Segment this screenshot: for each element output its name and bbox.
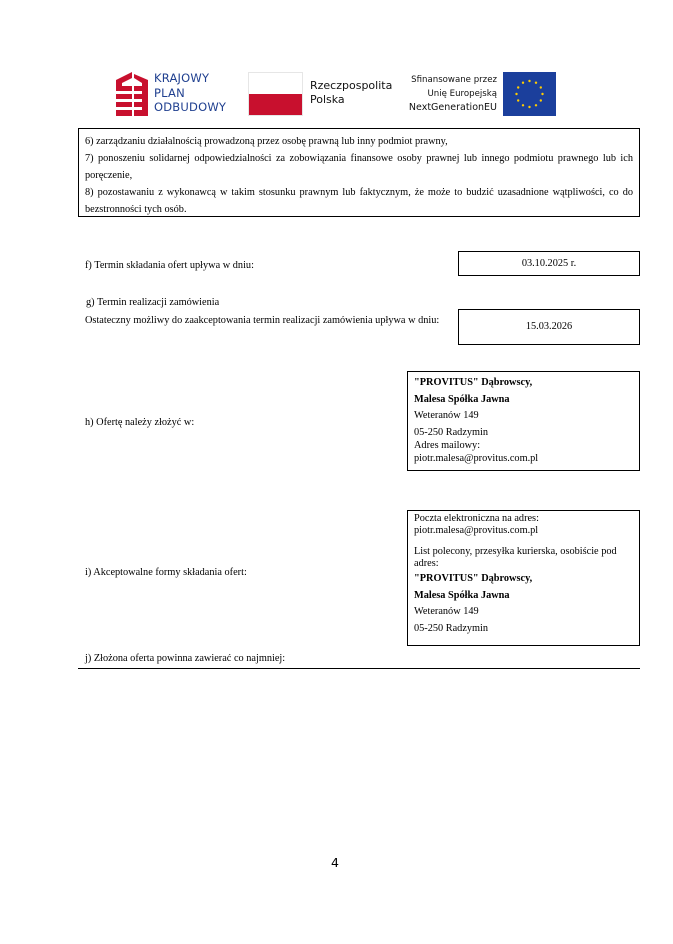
conflict-list-box xyxy=(78,128,640,217)
company-form: Malesa Spółka Jawna xyxy=(414,589,510,601)
city: 05-250 Radzymin xyxy=(414,426,489,438)
email-intro: Poczta elektroniczna na adres: xyxy=(414,513,539,524)
kpo-mark-icon xyxy=(116,72,148,116)
completion-deadline-value: 15.03.2026 xyxy=(458,309,640,345)
company-form: Malesa Spółka Jawna xyxy=(414,393,510,405)
eu-flag-icon xyxy=(503,72,556,116)
street: Weteranów 149 xyxy=(414,410,479,422)
offer-deadline-label: f) Termin składania ofert upływa w dniu: xyxy=(85,260,254,271)
list-item: 7) ponoszeniu solidarnej odpowiedzialności za zobowiązania finansowe osoby prawnej lub innego podmiotu prawnego lub ich poręczenie, xyxy=(85,153,633,181)
city: 05-250 Radzymin xyxy=(414,622,489,634)
submission-place-label: h) Ofertę należy złożyć w: xyxy=(85,417,195,428)
list-item: 6) zarządzaniu działalnością prowadzoną przez osobę prawną lub inny podmiot prawny, xyxy=(85,136,448,147)
page-number: 4 xyxy=(331,855,339,870)
divider xyxy=(78,668,640,669)
email-label: Adres mailowy: xyxy=(414,439,481,451)
completion-term-title: g) Termin realizacji zamówienia xyxy=(86,297,220,308)
offer-contents-label: j) Złożona oferta powinna zawierać co najmniej: xyxy=(85,653,286,664)
email-link[interactable]: piotr.malesa@provitus.com.pl xyxy=(414,453,539,465)
company-name: "PROVITUS" Dąbrowscy, xyxy=(414,573,533,584)
post-intro: List polecony, przesyłka kurierska, osobiście pod adres: xyxy=(414,546,617,569)
eu-logo-text: Sfinansowane przez Unię Europejską NextGenerationEU xyxy=(408,75,497,113)
kpo-logo-text: KRAJOWY PLAN ODBUDOWY xyxy=(154,71,227,114)
email-link[interactable]: piotr.malesa@provitus.com.pl xyxy=(414,524,539,536)
submission-forms-label: i) Akceptowalne formy składania ofert: xyxy=(85,567,247,578)
list-item: 8) pozostawaniu z wykonawcą w takim stosunku prawnym lub faktycznym, że może to budzić uzasadnione wątpliwości, co do bezstronności tych osób. xyxy=(85,187,633,215)
completion-deadline-label: Ostateczny możliwy do zaakceptowania termin realizacji zamówienia upływa w dniu: xyxy=(85,315,440,326)
street: Weteranów 149 xyxy=(414,606,479,618)
offer-deadline-value: 03.10.2025 r. xyxy=(458,251,640,276)
submission-forms-box xyxy=(407,510,640,646)
rp-logo-text: Rzeczpospolita Polska xyxy=(310,79,393,106)
polish-flag-icon xyxy=(248,72,303,116)
company-name: "PROVITUS" Dąbrowscy, xyxy=(414,377,533,388)
submission-address-box xyxy=(407,371,640,471)
